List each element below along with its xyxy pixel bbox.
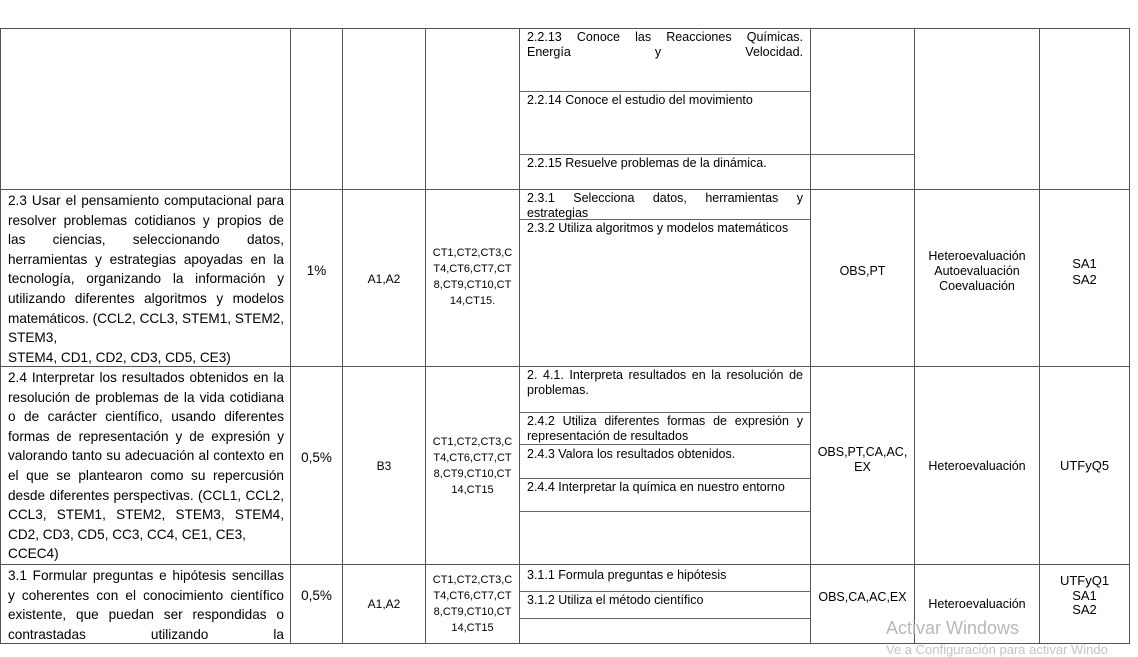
standard-text: 2.4.2 Utiliza diferentes formas de expresión y representación de resultados — [527, 414, 803, 443]
competences-line: 8,CT9,CT10,CT — [433, 606, 512, 618]
competences-line: T4,CT6,CT7,CT — [433, 590, 512, 602]
competences-line: 8,CT9,CT10,CT — [433, 279, 512, 291]
evaluation-line: Coevaluación — [939, 279, 1015, 293]
standard-divider — [519, 444, 810, 445]
activation-watermark-title: Activar Windows — [886, 618, 1020, 638]
col-divider — [1129, 28, 1130, 643]
standard-text: 2.3.2 Utiliza algoritmos y modelos matemáticos — [527, 221, 789, 235]
row-divider — [0, 564, 1130, 565]
blocks-value: B3 — [376, 459, 392, 473]
competences-line: 14,CT15 — [451, 622, 494, 634]
weight-value: 0,5% — [301, 588, 332, 603]
standard-divider — [519, 591, 810, 592]
standard-divider — [519, 91, 810, 92]
criterion-text — [8, 368, 284, 564]
row-divider — [0, 189, 1130, 190]
evaluation-value — [915, 249, 1039, 294]
col-divider — [519, 28, 520, 643]
weight-value: 0,5% — [301, 450, 332, 465]
instruments-value — [811, 445, 914, 475]
unit-line: UTFyQ5 — [1059, 458, 1110, 473]
competences-value — [426, 572, 519, 636]
standard-text: 2.2.15 Resuelve problemas de la dinámica. — [527, 156, 767, 170]
col-divider — [810, 28, 811, 643]
instruments-value: OBS,CA,AC,EX — [818, 590, 907, 604]
standard-text: 3.1.1 Formula preguntas e hipótesis — [527, 568, 727, 582]
instruments-line: EX — [854, 460, 871, 474]
criterion-last-line: STEM4, CD1, CD2, CD3, CD5, CE3) — [8, 349, 231, 365]
col-divider — [914, 28, 915, 643]
criterion-body: 2.4 Interpretar los resultados obtenidos en la resolución de problemas de la vida cotidiana o de carácter científico, usando diferentes formas de representación y de expresión y valorando tanto su adecuación al contexto en el que se plantearon como su repercusión desde diferentes perspectivas. (CCL1, CCL2, CCL3, STEM1, STEM2, STEM3, STEM4, — [8, 370, 284, 523]
competences-line: T4,CT6,CT7,CT — [433, 452, 512, 464]
standard-text: 2.4.4 Interpretar la química en nuestro entorno — [527, 480, 785, 494]
competences-value — [426, 434, 519, 498]
criterion-body: 2.3 Usar el pensamiento computacional para resolver problemas cotidianos y propios de las ciencias, seleccionando datos, herramientas y estrategias apoyadas en la tecnología, organizando la información y utilizando diferentes algoritmos y modelos matemáticos. (CCL2, CCL3, STEM1, STEM2, STEM3, — [8, 193, 284, 346]
evaluation-line: Heteroevaluación — [928, 597, 1026, 611]
criterion-body: 3.1 Formular preguntas e hipótesis sencillas y coherentes con el conocimiento científico existente, que puedan ser respondidas o contrastadas utilizando la — [8, 568, 284, 642]
evaluation-line: Autoevaluación — [934, 264, 1020, 278]
evaluation-line: Heteroevaluación — [928, 249, 1026, 263]
instruments-value: OBS,PT — [839, 264, 886, 278]
evaluation-line: Heteroevaluación — [928, 459, 1026, 473]
criterion-text — [8, 191, 284, 367]
blocks-value: A1,A2 — [367, 597, 401, 611]
unit-line: SA1 — [1072, 587, 1097, 603]
competences-value — [426, 245, 519, 309]
competences-line: CT1,CT2,CT3,C — [432, 436, 513, 448]
col-divider — [342, 28, 343, 643]
col-divider — [1039, 28, 1040, 643]
competences-line: CT1,CT2,CT3,C — [432, 574, 513, 586]
standard-divider — [519, 478, 810, 479]
row-divider — [0, 28, 1130, 29]
unit-line: SA1 — [1072, 256, 1097, 271]
blocks-value: A1,A2 — [367, 272, 401, 286]
standard-divider — [519, 511, 810, 512]
standard-divider — [519, 154, 915, 155]
unit-line: SA2 — [1072, 272, 1097, 287]
weight-value: 1% — [306, 263, 327, 278]
col-divider — [290, 28, 291, 643]
standard-text: 3.1.2 Utiliza el método científico — [527, 593, 704, 607]
unit-line: UTFyQ1 — [1059, 573, 1110, 588]
units-value — [1040, 574, 1129, 618]
units-value — [1040, 256, 1129, 288]
competences-line: 8,CT9,CT10,CT — [433, 468, 512, 480]
competences-line: 14,CT15. — [449, 295, 496, 307]
criterion-text — [8, 566, 284, 644]
standard-text: 2.3.1 Selecciona datos, herramientas y estrategias — [527, 191, 803, 220]
competences-line: CT1,CT2,CT3,C — [432, 247, 513, 259]
standard-text: 2.2.14 Conoce el estudio del movimiento — [527, 93, 753, 107]
col-divider — [425, 28, 426, 643]
units-value — [1040, 458, 1129, 473]
standard-text: 2.2.13 Conoce las Reacciones Químicas. Energía y Velocidad. — [527, 30, 803, 59]
activation-watermark-subtitle: Ve a Configuración para activar Windo — [886, 642, 1108, 657]
instruments-line: OBS,PT,CA,AC, — [817, 445, 908, 459]
standard-divider — [519, 412, 810, 413]
unit-line: SA2 — [1072, 602, 1097, 617]
standard-text: 2. 4.1. Interpreta resultados en la resolución de problemas. — [527, 368, 803, 397]
standard-divider — [519, 618, 810, 619]
standard-text: 2.4.3 Valora los resultados obtenidos. — [527, 447, 736, 461]
competences-line: 14,CT15 — [451, 484, 494, 496]
evaluation-value — [915, 597, 1039, 612]
col-divider — [0, 28, 1, 643]
competences-line: T4,CT6,CT7,CT — [433, 263, 512, 275]
evaluation-value — [915, 459, 1039, 474]
criterion-last-line: CD2, CD3, CD5, CC3, CC4, CE1, CE3, CCEC4) — [8, 526, 246, 562]
